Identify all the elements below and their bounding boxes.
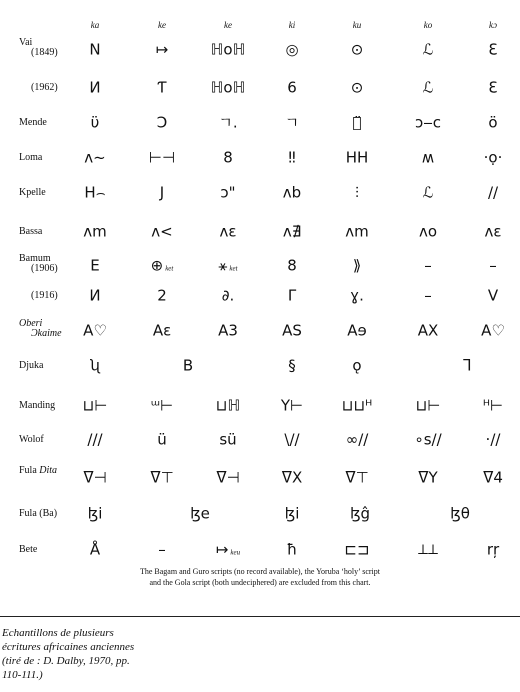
row-label: Kpelle: [19, 187, 46, 198]
row-label: Bamum (1906): [19, 253, 58, 274]
row-label: Bassa: [19, 226, 43, 237]
script-glyph: ü: [157, 430, 167, 449]
script-glyph: AS: [282, 321, 302, 340]
script-glyph: ɮi: [284, 504, 300, 523]
script-glyph: ɮθ: [450, 504, 470, 523]
script-glyph: ∞//: [345, 430, 369, 449]
column-header: ke: [224, 20, 232, 30]
script-glyph: H⌢: [84, 183, 106, 202]
script-glyph: ℒ: [422, 78, 434, 97]
script-glyph: ʌε: [484, 222, 502, 241]
column-header: ki: [288, 20, 296, 30]
script-glyph: ⊙: [350, 40, 364, 59]
script-glyph: ϋ: [90, 113, 100, 132]
script-glyph: ⊏⊐: [344, 540, 370, 559]
script-glyph: ʯ: [90, 356, 100, 375]
script-glyph: ᐁ⊤: [150, 468, 174, 487]
script-glyph: J: [159, 183, 165, 202]
script-glyph: §: [288, 356, 296, 375]
script-glyph: A♡: [83, 321, 107, 340]
script-glyph: И: [89, 286, 101, 305]
script-glyph: –: [489, 256, 497, 275]
script-glyph: –: [424, 256, 432, 275]
script-glyph: Aɘ: [347, 321, 367, 340]
script-glyph: Aε: [152, 321, 172, 340]
script-glyph: ᒣ: [462, 356, 472, 375]
script-glyph: ɔ": [220, 183, 236, 202]
script-glyph: \//: [284, 430, 300, 449]
divider: [0, 616, 520, 617]
script-glyph: ⟫: [352, 256, 362, 275]
script-glyph: ʌ~: [84, 148, 106, 167]
script-glyph: rŗ: [486, 540, 500, 559]
script-glyph: ᐁ⊤: [345, 468, 369, 487]
caption-line: Echantillons de plusieurs: [2, 627, 114, 639]
row-label: Mende: [19, 117, 47, 128]
caption-line: écritures africaines anciennes: [2, 641, 135, 653]
script-glyph: ℇ: [488, 78, 498, 97]
script-glyph: Y⊢: [280, 396, 304, 415]
script-glyph: Γ: [287, 286, 297, 305]
chart-note: [0, 566, 520, 588]
row-label: Bete: [19, 544, 38, 555]
script-glyph: ö: [488, 113, 498, 132]
script-glyph: ᵚ⊢: [150, 396, 174, 415]
script-glyph: sü: [219, 430, 237, 449]
script-glyph: ℇ: [488, 40, 498, 59]
script-glyph: ℒ: [422, 183, 434, 202]
script-glyph: ʌε: [219, 222, 237, 241]
column-header: ka: [90, 20, 100, 30]
script-glyph: ᐁ⊣: [83, 468, 107, 487]
script-glyph: ∂.: [221, 286, 235, 305]
script-glyph: 6: [287, 78, 297, 97]
row-label: Vai (1849): [19, 37, 58, 58]
note-line: and the Gola script (both undeciphered) are excluded from this chart.: [149, 578, 371, 587]
script-glyph: ⊔ℍ: [215, 396, 241, 415]
script-glyph: B: [182, 356, 194, 375]
script-glyph: ㄱ̈: [352, 113, 362, 132]
script-glyph: ǫ: [352, 356, 362, 375]
row-label: Manding: [19, 400, 56, 411]
script-glyph: ∘s//: [414, 430, 442, 449]
caption-line: 110-111.): [2, 669, 43, 681]
script-glyph: ⟂⟂: [417, 540, 439, 559]
script-glyph: ɮi: [87, 504, 103, 523]
script-glyph: –: [424, 286, 432, 305]
script-glyph: AX: [417, 321, 439, 340]
row-label: (1962): [31, 82, 58, 93]
column-header: ke: [158, 20, 166, 30]
script-glyph: ᐁ4: [483, 468, 503, 487]
figure-caption: [2, 626, 202, 682]
script-glyph: ‼: [288, 148, 296, 167]
script-glyph: HH: [345, 148, 369, 167]
script-glyph: ʌm: [83, 222, 107, 241]
script-glyph: ↄ‒c: [414, 113, 442, 132]
column-header: ko: [423, 20, 433, 30]
script-glyph: ㄱ.: [218, 113, 238, 132]
script-glyph: Ε: [90, 256, 100, 275]
script-glyph: Å: [89, 540, 101, 559]
note-line: The Bagam and Guro scripts (no record available), the Yoruba ‘holy’ script: [139, 567, 380, 576]
script-glyph: ⚹ ket: [218, 256, 238, 275]
script-glyph: ɮĝ: [349, 504, 371, 523]
row-label: (1916): [31, 290, 58, 301]
script-glyph: ʌb: [282, 183, 302, 202]
column-header: kɔ: [489, 20, 497, 30]
script-glyph: ɣ.: [350, 286, 364, 305]
script-glyph: ɮe: [190, 504, 210, 523]
row-label: Loma: [19, 152, 43, 163]
row-label: Wolof: [19, 434, 44, 445]
script-glyph: ℍoℍ: [210, 78, 246, 97]
script-glyph: –: [158, 540, 166, 559]
script-glyph: ℒ: [422, 40, 434, 59]
script-glyph: //: [487, 183, 499, 202]
script-glyph: 8: [287, 256, 297, 275]
script-glyph: V: [487, 286, 499, 305]
script-glyph: ///: [87, 430, 103, 449]
script-glyph: ʌo: [418, 222, 438, 241]
row-label: Fula Dita: [19, 465, 58, 476]
script-glyph: ⫶: [355, 183, 359, 202]
script-glyph: ʌm: [345, 222, 369, 241]
script-glyph: ↦ keu: [215, 540, 241, 559]
script-glyph: ·//: [485, 430, 501, 449]
script-glyph: Ƭ: [157, 78, 167, 97]
script-glyph: ᐁY: [418, 468, 438, 487]
script-glyph: A♡: [481, 321, 505, 340]
script-glyph: Ν: [89, 40, 101, 59]
caption-line: (tiré de : D. Dalby, 1970, pp.: [2, 655, 130, 667]
script-glyph: ᐁ⊣: [216, 468, 240, 487]
script-glyph: ʌ∄: [282, 222, 302, 241]
script-glyph: 8: [223, 148, 233, 167]
script-glyph: ℍoℍ: [210, 40, 246, 59]
script-glyph: ⊕ ket: [150, 256, 174, 275]
script-glyph: ħ: [286, 540, 298, 559]
script-glyph: ʌ<: [151, 222, 173, 241]
row-label: Fula (Ba): [19, 508, 58, 519]
script-glyph: ⊙: [350, 78, 364, 97]
row-label: Djuka: [19, 360, 44, 371]
script-glyph: ᐁX: [281, 468, 303, 487]
script-glyph: 2: [157, 286, 167, 305]
script-glyph: ㄱ: [284, 113, 300, 132]
column-header: ku: [352, 20, 362, 30]
script-glyph: ⊔⊔ᴴ: [341, 396, 373, 415]
script-glyph: ⊔⊢: [82, 396, 108, 415]
script-glyph: ⊔⊢: [415, 396, 441, 415]
script-glyph: ʍ: [421, 148, 435, 167]
script-glyph: ᴴ⊢: [482, 396, 504, 415]
row-label: Oberi Ɔkaime: [19, 318, 62, 339]
script-glyph: ↦: [155, 40, 169, 59]
script-glyph: ⊢⊣: [148, 148, 176, 167]
script-glyph: И: [89, 78, 101, 97]
script-glyph: Ↄ: [156, 113, 168, 132]
script-glyph: A3: [218, 321, 238, 340]
script-glyph: ·ọ·: [483, 148, 503, 167]
script-glyph: ◎: [285, 40, 299, 59]
